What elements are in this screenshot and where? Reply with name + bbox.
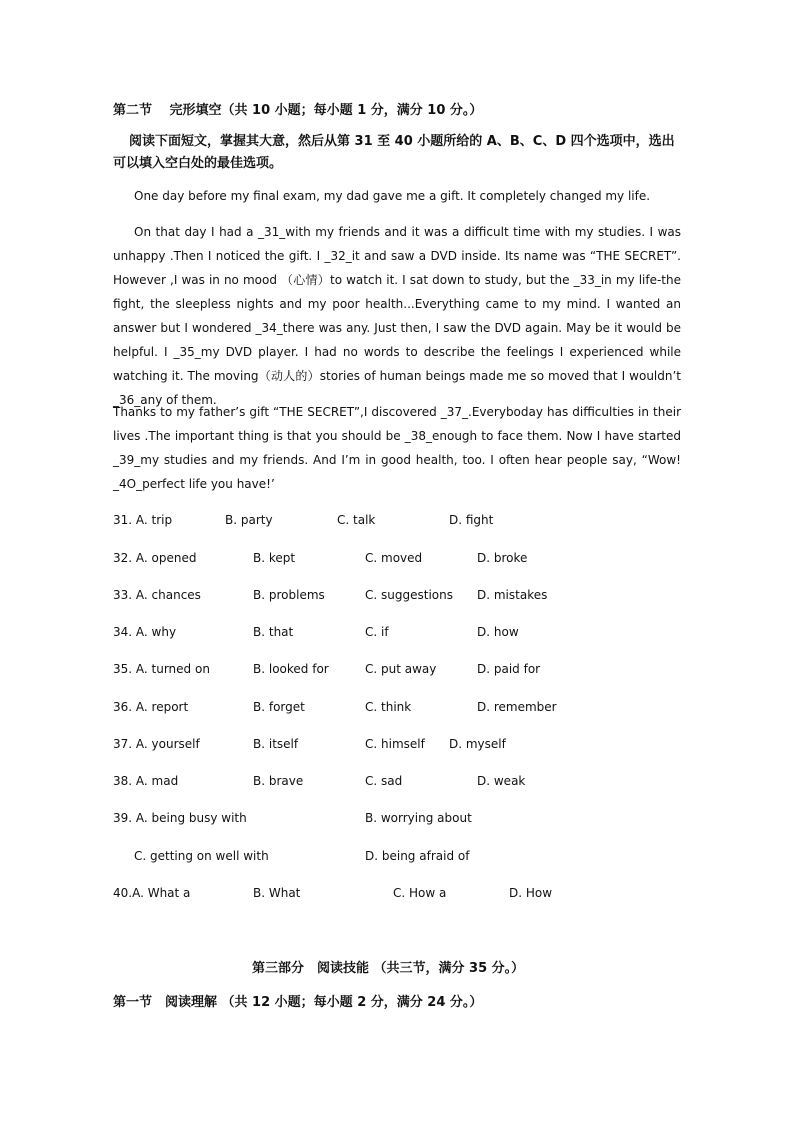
q39-option-a: 39. A. being busy with: [113, 811, 247, 825]
q35-option-d: D. paid for: [477, 662, 541, 676]
q37-option-b: B. itself: [253, 737, 299, 751]
q34-option-c: C. if: [365, 625, 389, 639]
passage-paragraph-1: One day before my final exam, my dad gave me a gift. It completely changed my life.: [134, 189, 651, 203]
passage-paragraph-3: Thanks to my father’s gift “THE SECRET”,I discovered _37_.Everyboday has difficulties in their lives .The important thing is that you should be _38_enough to face them. Now I have started _39_my studies and my friends. And I’m in good health, too. I often hear people say, “Wow! _4O_perfect life you have!’: [113, 405, 681, 491]
q40-option-c: C. How a: [393, 886, 447, 900]
q35-option-c: C. put away: [365, 662, 437, 676]
q31-option-c: C. talk: [337, 513, 376, 527]
q36-option-a: 36. A. report: [113, 700, 189, 714]
q37-option-a: 37. A. yourself: [113, 737, 200, 751]
q37-option-c: C. himself: [365, 737, 425, 751]
q35-option-a: 35. A. turned on: [113, 662, 210, 676]
q33-option-d: D. mistakes: [477, 588, 548, 602]
q31-option-a: 31. A. trip: [113, 513, 173, 527]
q40-option-a: 40.A. What a: [113, 886, 191, 900]
q32-option-d: D. broke: [477, 551, 528, 565]
q34-option-a: 34. A. why: [113, 625, 177, 639]
part3-heading: 第三部分 阅读技能 （共三节，满分 35 分。）: [252, 961, 525, 976]
q31-option-d: D. fight: [449, 513, 494, 527]
q33-option-b: B. problems: [253, 588, 325, 602]
q32-option-c: C. moved: [365, 551, 423, 565]
q36-option-d: D. remember: [477, 700, 557, 714]
q35-option-b: B. looked for: [253, 662, 329, 676]
instructions: 阅读下面短文，掌握其大意，然后从第 31 至 40 小题所给的 A、B、C、D 四个选项中，选出可以填入空白处的最佳选项。: [113, 134, 675, 171]
q33-option-c: C. suggestions: [365, 588, 453, 602]
q39-option-d: D. being afraid of: [365, 849, 470, 863]
q36-option-c: C. think: [365, 700, 412, 714]
q38-option-b: B. brave: [253, 774, 304, 788]
q31-option-b: B. party: [225, 513, 273, 527]
q40-option-b: B. What: [253, 886, 301, 900]
q40-option-d: D. How: [509, 886, 553, 900]
passage-paragraph-2: On that day I had a _31_with my friends and it was a difficult time with my studies. I was unhappy .Then I noticed the gift. I _32_it and saw a DVD inside. Its name was “THE SECRET”. However ,I was in no mood （心情）to watch it. I sat down to study, but the _33_in my life-the fight, the sleepless nights and my poor health...Everything came to my mind. I wanted an answer but I wondered _34_there was any. Just then, I saw the DVD again. May be it would be helpful. I _35_my DVD player. I had no words to describe the feelings I experienced while watching it. The moving（动人的）stories of human beings made me so moved that I wouldn’t _36_any of them.: [113, 225, 681, 407]
q32-option-b: B. kept: [253, 551, 296, 565]
q39-option-c: C. getting on well with: [134, 849, 269, 863]
q32-option-a: 32. A. opened: [113, 551, 197, 565]
q38-option-d: D. weak: [477, 774, 526, 788]
q38-option-a: 38. A. mad: [113, 774, 179, 788]
q37-option-d: D. myself: [449, 737, 506, 751]
q39-option-b: B. worrying about: [365, 811, 472, 825]
reading-section-heading: 第一节 阅读理解 （共 12 小题；每小题 2 分，满分 24 分。）: [113, 995, 483, 1010]
q38-option-c: C. sad: [365, 774, 403, 788]
q34-option-d: D. how: [477, 625, 519, 639]
q36-option-b: B. forget: [253, 700, 305, 714]
section-heading: 第二节 完形填空（共 10 小题；每小题 1 分，满分 10 分。）: [113, 103, 483, 118]
q34-option-b: B. that: [253, 625, 294, 639]
q33-option-a: 33. A. chances: [113, 588, 201, 602]
